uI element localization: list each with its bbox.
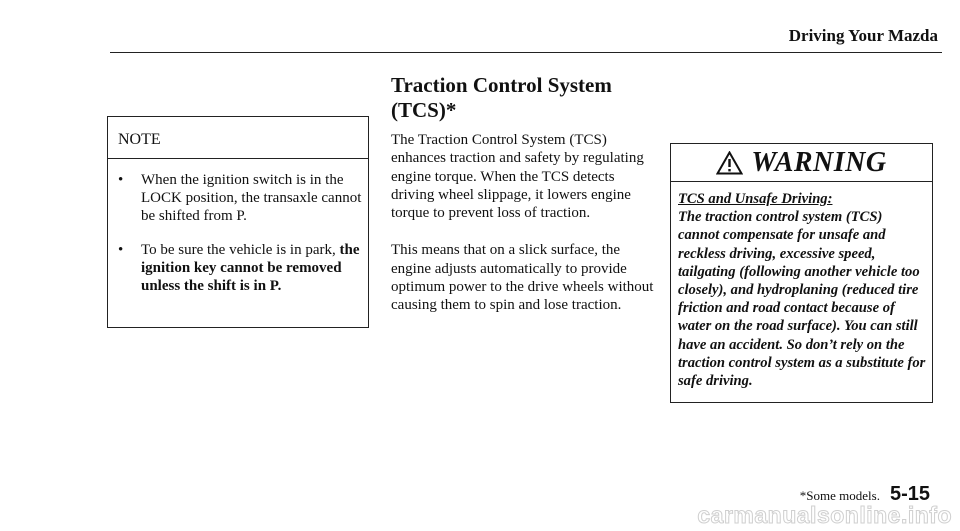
bullet-icon: • [118,242,124,258]
warning-box [670,143,933,403]
warning-body [671,182,932,390]
note-box [107,116,369,328]
note-title: NOTE [108,117,368,159]
note-item-text: When the ignition switch is in the LOCK position, the transaxle cannot be shifted from P. [141,172,362,224]
section-title-line-1: Traction Control System [391,73,612,97]
page-number: 5-15 [889,483,930,505]
header-rule [110,52,942,53]
body-text [391,131,659,315]
body-paragraph: The Traction Control System (TCS) enhances traction and safety by regulating engine torque. When the TCS detects driving wheel slippage, it lowers engine torque to prevent loss of traction. [391,132,644,222]
warning-header [671,144,932,182]
watermark: carmanualsonline.info [697,502,952,528]
bullet-icon: • [118,172,124,188]
note-item [108,171,368,225]
section-title-line-2: (TCS)* [391,98,457,122]
footnote: *Some models. [799,488,880,503]
warning-title: WARNING [751,146,887,178]
note-item-emphasis: the ignition key cannot be removed unless the shift is in P. [141,242,360,294]
running-header: Driving Your Mazda [788,26,938,45]
note-item-text: To be sure the vehicle is in park, [141,242,340,258]
body-paragraph: This means that on a slick surface, the engine adjusts automatically to provide optimum power to the drive wheels without causing them to spin and lose traction. [391,242,654,314]
warning-triangle-icon [716,151,743,175]
note-item [108,241,368,295]
section-title [391,73,612,123]
warning-text: The traction control system (TCS) cannot compensate for unsafe and reckless driving, excessive speed, tailgating (following another vehicle too closely), and hydroplaning (reduced tire friction and road contact because of water on the road surface). You can still have an accident. So don’t rely on the traction control system as a substitute for safe driving. [678,209,926,390]
note-list [108,171,368,295]
warning-subtitle: TCS and Unsafe Driving: [678,191,833,207]
